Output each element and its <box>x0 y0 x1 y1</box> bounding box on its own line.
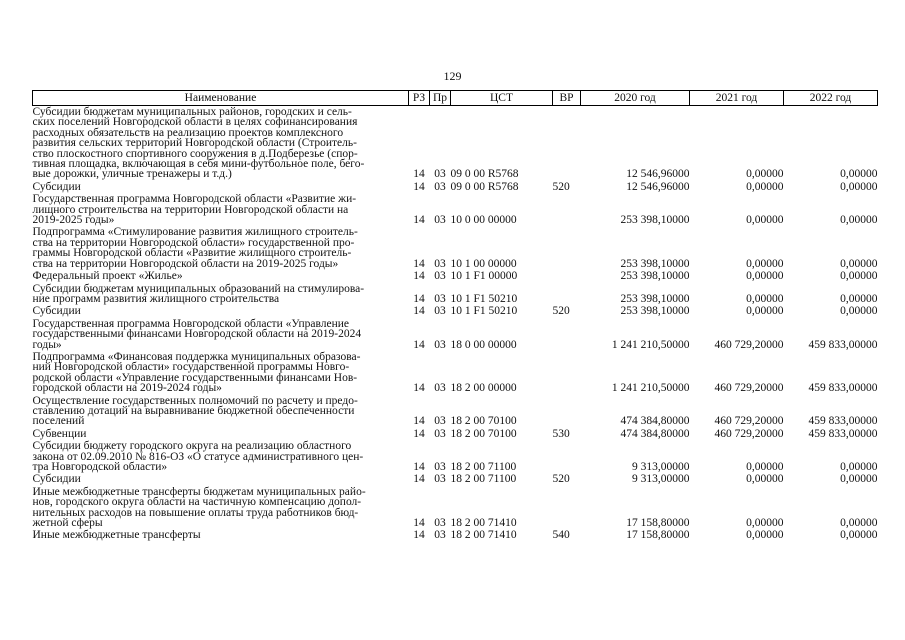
header-2022: 2022 год <box>784 91 878 106</box>
row-rz: 14 <box>413 529 425 542</box>
row-amount-2021: 0,00000 <box>746 292 784 305</box>
page-number: 129 <box>443 69 462 83</box>
header-vr: ВР <box>553 91 581 106</box>
row-vr: 520 <box>552 473 570 486</box>
row-name: Государственная программа Новгородской области «Развитие жи- лищного строительства на территории Новгородской области на 2019-2025 годы» <box>32 193 357 227</box>
row-name: Федеральный проект «Жилье» <box>32 270 183 283</box>
row-cst: 18 2 00 71100 <box>450 461 517 473</box>
row-amount-2020: 253 398,10000 <box>620 305 690 318</box>
row-vr: 520 <box>552 305 570 318</box>
row-amount-2021: 0,00000 <box>746 305 784 318</box>
row-rz: 14 <box>413 517 425 530</box>
row-cst: 10 1 F1 00000 <box>450 270 518 283</box>
row-name: Субсидии бюджету городского округа на реализацию областного закона от 02.09.2010 № 816-ОЗ «О статусе административного цен- тра Новгородской области» <box>32 440 364 473</box>
table-row <box>33 106 878 181</box>
table-row <box>33 486 878 530</box>
row-rz: 14 <box>413 305 425 318</box>
table-row <box>33 428 878 440</box>
row-amount-2022: 0,00000 <box>840 473 878 486</box>
table-row <box>33 193 878 226</box>
row-rz: 14 <box>413 292 425 305</box>
row-name: Субсидии <box>32 305 81 318</box>
row-pr: 03 <box>434 517 446 530</box>
row-rz: 14 <box>413 180 425 193</box>
budget-table <box>32 90 878 542</box>
row-amount-2022: 0,00000 <box>840 517 878 530</box>
row-amount-2021: 0,00000 <box>746 461 784 473</box>
row-rz: 14 <box>413 382 425 395</box>
row-name: Субсидии <box>32 473 81 486</box>
table-body <box>33 106 878 542</box>
row-amount-2021: 0,00000 <box>746 214 784 227</box>
row-amount-2022: 0,00000 <box>840 214 878 227</box>
table-row <box>33 395 878 428</box>
row-pr: 03 <box>434 168 446 181</box>
row-amount-2022: 0,00000 <box>840 180 878 193</box>
row-pr: 03 <box>434 415 446 428</box>
row-pr: 03 <box>434 305 446 318</box>
row-name: Подпрограмма «Стимулирование развития жилищного строитель- ства на территории Новгородской области» государственной про- граммы Новгородской области «Развитие жилищного строитель- ства на территории Новгородской области на 2019-2025 годы» <box>32 226 358 270</box>
row-amount-2020: 9 313,00000 <box>632 473 690 486</box>
row-amount-2020: 17 158,80000 <box>626 517 690 530</box>
row-rz: 14 <box>413 415 425 428</box>
row-pr: 03 <box>434 427 446 440</box>
header-name: Наименование <box>33 91 409 106</box>
row-pr: 03 <box>434 338 446 351</box>
row-name: Государственная программа Новгородской области «Управление государственными финансами Новгородской области на 2019-2024 годы» <box>32 317 362 351</box>
row-cst: 18 2 00 71410 <box>450 529 517 542</box>
row-amount-2021: 460 729,20000 <box>714 338 784 351</box>
table-row <box>33 181 878 193</box>
row-vr <box>553 226 581 270</box>
row-vr <box>553 193 581 226</box>
row-amount-2022: 0,00000 <box>840 168 878 181</box>
row-rz: 14 <box>413 461 425 473</box>
row-amount-2020: 17 158,80000 <box>626 529 690 542</box>
row-amount-2021: 460 729,20000 <box>714 382 784 395</box>
row-cst: 18 2 00 70100 <box>450 415 517 428</box>
table-row <box>33 440 878 473</box>
row-name: Субсидии бюджетам муниципальных образований на стимулирова- ние программ развития жилищного строительства <box>32 282 365 305</box>
row-amount-2020: 12 546,96000 <box>626 168 690 181</box>
row-cst: 18 0 00 00000 <box>450 338 517 351</box>
row-amount-2021: 0,00000 <box>746 517 784 530</box>
row-amount-2021: 0,00000 <box>746 473 784 486</box>
row-vr <box>553 270 581 282</box>
header-cst: ЦСТ <box>451 91 553 106</box>
row-amount-2022: 0,00000 <box>840 529 878 542</box>
row-rz: 14 <box>413 257 425 270</box>
row-amount-2020: 474 384,80000 <box>620 415 690 428</box>
row-cst: 10 1 F1 50210 <box>450 305 518 318</box>
row-amount-2020: 1 241 210,50000 <box>611 338 690 351</box>
row-cst: 10 0 00 00000 <box>450 214 517 227</box>
row-cst: 09 0 00 R5768 <box>450 168 519 181</box>
row-amount-2022: 459 833,00000 <box>808 382 878 395</box>
row-name: Осуществление государственных полномочий по расчету и предо- ставлению дотаций на выравнивание бюджетной обеспеченности поселений <box>32 394 358 428</box>
row-rz: 14 <box>413 270 425 283</box>
row-amount-2022: 459 833,00000 <box>808 415 878 428</box>
row-cst: 18 2 00 70100 <box>450 427 517 440</box>
table-row <box>33 270 878 282</box>
row-vr <box>553 395 581 428</box>
row-name: Подпрограмма «Финансовая поддержка муниципальных образова- ний Новгородской области» государственной программы Новго- родской области «Управление государственными финансами Нов- городской области на 2019-2024 годы» <box>32 350 361 395</box>
row-amount-2022: 459 833,00000 <box>808 338 878 351</box>
table-row <box>33 318 878 351</box>
row-amount-2021: 0,00000 <box>746 529 784 542</box>
row-amount-2022: 0,00000 <box>840 257 878 270</box>
header-2021: 2021 год <box>690 91 784 106</box>
row-amount-2021: 0,00000 <box>746 257 784 270</box>
row-rz: 14 <box>413 473 425 486</box>
row-amount-2020: 1 241 210,50000 <box>611 382 690 395</box>
row-amount-2022: 0,00000 <box>840 305 878 318</box>
row-amount-2020: 253 398,10000 <box>620 257 690 270</box>
row-cst: 18 2 00 00000 <box>450 382 517 395</box>
row-pr: 03 <box>434 461 446 473</box>
row-rz: 14 <box>413 214 425 227</box>
header-2020: 2020 год <box>581 91 690 106</box>
table-row <box>33 529 878 541</box>
row-vr: 530 <box>552 427 570 440</box>
row-name: Иные межбюджетные трансферты <box>32 529 201 542</box>
row-vr <box>553 283 581 306</box>
row-amount-2022: 0,00000 <box>840 461 878 473</box>
row-amount-2020: 9 313,00000 <box>632 461 690 473</box>
row-rz: 14 <box>413 168 425 181</box>
row-pr: 03 <box>434 382 446 395</box>
header-rz: РЗ <box>409 91 430 106</box>
row-cst: 09 0 00 R5768 <box>450 180 519 193</box>
row-vr <box>553 486 581 530</box>
row-cst: 18 2 00 71100 <box>450 473 517 486</box>
row-amount-2021: 460 729,20000 <box>714 427 784 440</box>
row-name: Субвенции <box>32 427 87 440</box>
row-amount-2021: 460 729,20000 <box>714 415 784 428</box>
table-row <box>33 283 878 306</box>
row-pr: 03 <box>434 257 446 270</box>
row-pr: 03 <box>434 270 446 283</box>
row-name: Субсидии <box>32 180 81 193</box>
row-vr <box>553 440 581 473</box>
row-vr: 540 <box>552 529 570 542</box>
row-rz: 14 <box>413 427 425 440</box>
table-row <box>33 226 878 270</box>
row-amount-2020: 253 398,10000 <box>620 270 690 283</box>
row-pr: 03 <box>434 473 446 486</box>
row-vr <box>553 351 581 395</box>
row-rz: 14 <box>413 338 425 351</box>
row-amount-2021: 0,00000 <box>746 180 784 193</box>
row-pr: 03 <box>434 180 446 193</box>
row-amount-2020: 12 546,96000 <box>626 180 690 193</box>
row-amount-2022: 459 833,00000 <box>808 427 878 440</box>
table-row <box>33 351 878 395</box>
row-pr: 03 <box>434 214 446 227</box>
table-row <box>33 305 878 317</box>
row-pr: 03 <box>434 292 446 305</box>
table-row <box>33 473 878 485</box>
row-cst: 10 1 F1 50210 <box>450 292 518 305</box>
row-amount-2021: 0,00000 <box>746 270 784 283</box>
row-amount-2021: 0,00000 <box>746 168 784 181</box>
row-name: Иные межбюджетные трансферты бюджетам муниципальных райо- нов, городского округа области на частичную компенсацию допол- нительных расходов на повышение оплаты труда работников бюд- жетной сферы <box>32 485 366 530</box>
row-cst: 10 1 00 00000 <box>450 257 517 270</box>
row-vr: 520 <box>552 180 570 193</box>
row-vr <box>553 318 581 351</box>
row-name: Субсидии бюджетам муниципальных районов, городских и сель- ских поселений Новгородской области в целях софинансирования расходных обязательств на реализацию проектов комплексного развития сельских территорий Новгородской области (Строитель- ство плоскостного спортивного сооружения в д.Подберезье (спор- тивная площадка, включающая в себя мини-футбольное поле, бего- вые дорожки, уличные тренажеры и т.д.) <box>32 106 365 181</box>
row-amount-2020: 253 398,10000 <box>620 214 690 227</box>
row-pr: 03 <box>434 529 446 542</box>
table-header-row <box>33 91 878 106</box>
row-amount-2022: 0,00000 <box>840 270 878 283</box>
row-amount-2020: 253 398,10000 <box>620 292 690 305</box>
row-cst: 18 2 00 71410 <box>450 517 517 530</box>
row-amount-2020: 474 384,80000 <box>620 427 690 440</box>
row-vr <box>553 106 581 181</box>
header-pr: Пр <box>430 91 451 106</box>
row-amount-2022: 0,00000 <box>840 292 878 305</box>
